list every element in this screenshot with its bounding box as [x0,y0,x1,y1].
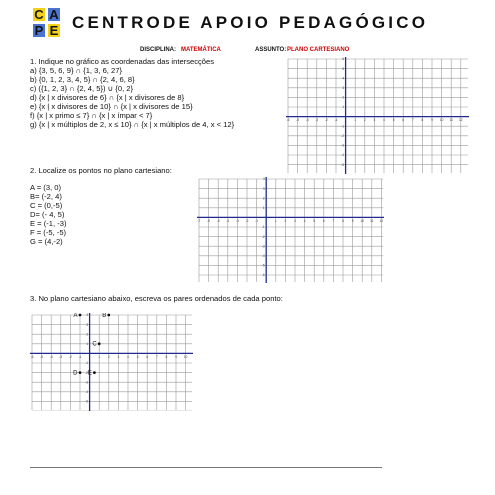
graph-q2-x-tick: 4 [303,218,306,223]
graph-q1-x-tick: 8 [421,118,424,123]
graph-q3-y-tick: -1 [85,361,89,366]
graph-q3-y-tick: 4 [86,313,89,318]
graph-q1-x-tick: 11 [449,118,453,123]
graph-q2-x-tick: 7 [332,218,335,223]
graph-q3-x-tick: 5 [136,354,139,359]
q3-point-e-label: E [87,370,92,377]
graph-q3-x-tick: 3 [117,354,120,359]
graph-q2-x-tick: -1 [255,218,259,223]
graph-q3-x-tick: -3 [59,354,63,359]
graph-q1-x-tick: 7 [411,118,414,123]
graph-q1-x-tick: 10 [439,118,444,123]
graph-q3-x-tick: 7 [155,354,158,359]
graph-q2-y-tick: -3 [261,244,265,249]
q1-item-b: b) {0, 1, 2, 3, 4, 5} ∩ {2, 4, 6, 8} [30,75,135,84]
graph-q1-x-tick: 6 [402,118,405,123]
graph-q1-x-tick: 9 [431,118,433,123]
logo-cell-p: P [34,23,44,38]
graph-q3-x-tick: 6 [146,354,149,359]
graph-q2-y-tick: -6 [261,273,265,278]
q2-point-b: B= (-2, 4) [30,192,62,201]
q3-point-a-label: A [73,313,78,319]
graph-q2-x-tick: -6 [207,218,211,223]
q3-prompt: 3. No plano cartesiano abaixo, escreva os pares ordenados de cada ponto: [30,294,283,303]
q1-item-e: e) {x | x divisores de 10} ∩ {x | x divisores de 15} [30,102,193,111]
logo-cell-a: A [49,7,59,22]
q3-point-d-label: D [73,370,78,377]
graph-q1[interactable] [286,57,469,174]
page-title: CENTRODE APOIO PEDAGÓGICO [72,13,429,32]
graph-q2-y-tick: 1 [262,206,265,210]
graph-q3-x-tick: 10 [183,354,188,359]
graph-q3-x-tick: -1 [78,354,82,359]
graph-q2-x-tick: -2 [245,218,249,223]
graph-q1-x-tick: -2 [324,118,328,123]
q3-point-c-marker [98,342,101,345]
graph-q1-y-tick: -1 [341,124,345,129]
q1-item-g: g) {x | x múltiplos de 2, x ≤ 10} ∩ {x | x múltiplos de 4, x < 12} [30,120,235,129]
graph-q2-y-tick: -4 [261,254,265,258]
q2-point-c: C = (0,-5) [30,201,63,210]
graph-q3-y-tick: 1 [86,342,89,346]
q1-item-f: f) {x | x primo ≤ 7} ∩ {x | x ímpar < 7} [30,111,153,120]
graph-q2-x-tick: 1 [274,218,277,223]
graph-q1-x-tick: 1 [354,118,357,123]
graph-q3-y-tick: 2 [86,332,89,337]
bottom-rule [30,467,382,468]
graph-q2-x-tick: -7 [197,218,201,223]
graph-q1-y-tick: 6 [342,57,345,62]
graph-q1-x-tick: 12 [459,118,463,123]
q3-point-b-label: B [102,313,107,319]
graph-q2-y-tick: -1 [261,225,265,230]
graph-q2-x-tick: -3 [235,218,239,223]
graph-q3-y-tick: -5 [85,399,89,404]
graph-q2-x-tick: -5 [216,218,220,223]
graph-q3-x-tick: 1 [98,354,101,359]
graph-q1-x-tick: 4 [383,118,385,123]
graph-q2-x-tick: 6 [322,218,325,223]
graph-q1-x-tick: -3 [315,118,319,123]
q1-item-c: c) ({1, 2, 3} ∩ {2, 4, 5}) ∪ {0, 2} [30,84,134,93]
graph-q2-y-tick: -2 [261,234,265,239]
q2-point-e: E = (-1, -3) [30,219,67,228]
q2-point-f: F = (-5, -5) [30,228,67,237]
graph-q3-y-tick: -3 [85,380,89,385]
q2-point-a: A = (3, 0) [30,183,62,192]
graph-q1-y-tick: -2 [341,134,345,138]
graph-q2-x-tick: 2 [284,218,287,223]
q1-item-d: d) {x | x divisores de 6} ∩ {x | x divisores de 8} [30,93,185,102]
q3-point-c-label: C [92,341,97,348]
graph-q1-x-tick: -4 [305,118,309,123]
graph-q3-x-tick: -6 [30,354,34,359]
logo-cell-c: C [34,7,44,22]
q3-point-d-marker [79,371,82,374]
graph-q3-x-tick: -5 [40,354,44,359]
q3-point-b-marker [107,314,110,317]
graph-q2-x-tick: 3 [294,218,296,223]
graph-q2-x-tick: 10 [360,218,364,223]
graph-q3[interactable] [30,313,193,411]
graph-q1-x-tick: -6 [286,118,290,123]
q1-item-a: a) {3, 5, 6, 9} ∩ {1, 3, 6, 27} [30,66,123,75]
graph-q1-x-tick: 3 [373,118,376,123]
graph-q1-y-tick: 1 [342,105,345,110]
subject-value: PLANO CARTESIANO [287,47,350,53]
graph-q3-x-tick: 2 [107,354,110,359]
graph-q2-y-tick: -5 [261,263,265,268]
q1-prompt: 1. Indique no gráfico as coordenadas das intersecções [30,57,215,66]
q2-prompt: 2. Localize os pontos no plano cartesiano: [30,166,172,175]
q3-point-e-marker [93,371,96,374]
graph-q1-x-tick: -5 [296,118,300,123]
graph-q1-y-tick: -5 [341,162,345,167]
graph-q2-x-tick: 11 [370,218,374,223]
logo-cell-e: E [49,23,59,38]
graph-q1-y-tick: 4 [342,76,345,81]
graph-q2-y-tick: 2 [262,196,265,201]
graph-q2-x-tick: -4 [226,218,230,223]
subject-label: ASSUNTO: [255,47,287,53]
graph-q2-x-tick: 9 [351,218,354,223]
graph-q1-y-tick: -4 [341,153,345,158]
graph-q2-x-tick: 8 [342,218,344,223]
graph-q1-y-tick: 3 [342,86,345,90]
graph-q1-x-tick: 2 [363,118,366,123]
graph-q3-y-tick: -4 [85,390,89,394]
graph-q3-x-tick: 4 [127,354,129,359]
graph-q3-y-tick: -2 [85,370,89,375]
discipline-label: DISCIPLINA: [140,47,176,53]
q3-point-a-marker [79,314,82,317]
graph-q3-y-tick: 3 [86,322,89,327]
graph-q1-y-tick: 5 [342,66,345,71]
graph-q1-x-tick: -1 [334,118,338,123]
graph-q3-x-tick: -2 [68,354,72,359]
graph-q3-x-tick: 9 [175,354,177,359]
graph-q3-x-tick: 8 [165,354,168,359]
graph-q2-x-tick: 12 [379,218,384,223]
graph-q2[interactable] [197,177,384,283]
q2-point-g: G = (4,-2) [30,237,63,246]
graph-q2-y-tick: 3 [262,186,265,191]
graph-q2-y-tick: 4 [262,177,265,182]
graph-q1-y-tick: -3 [341,143,345,148]
graph-q3-x-tick: -4 [49,354,53,359]
graph-q1-y-tick: 2 [342,95,345,100]
q2-point-d: D= (- 4, 5) [30,210,65,219]
graph-q2-x-tick: 5 [313,218,316,223]
discipline-value: MATEMÁTICA [181,47,221,53]
graph-q1-x-tick: 5 [392,118,395,123]
